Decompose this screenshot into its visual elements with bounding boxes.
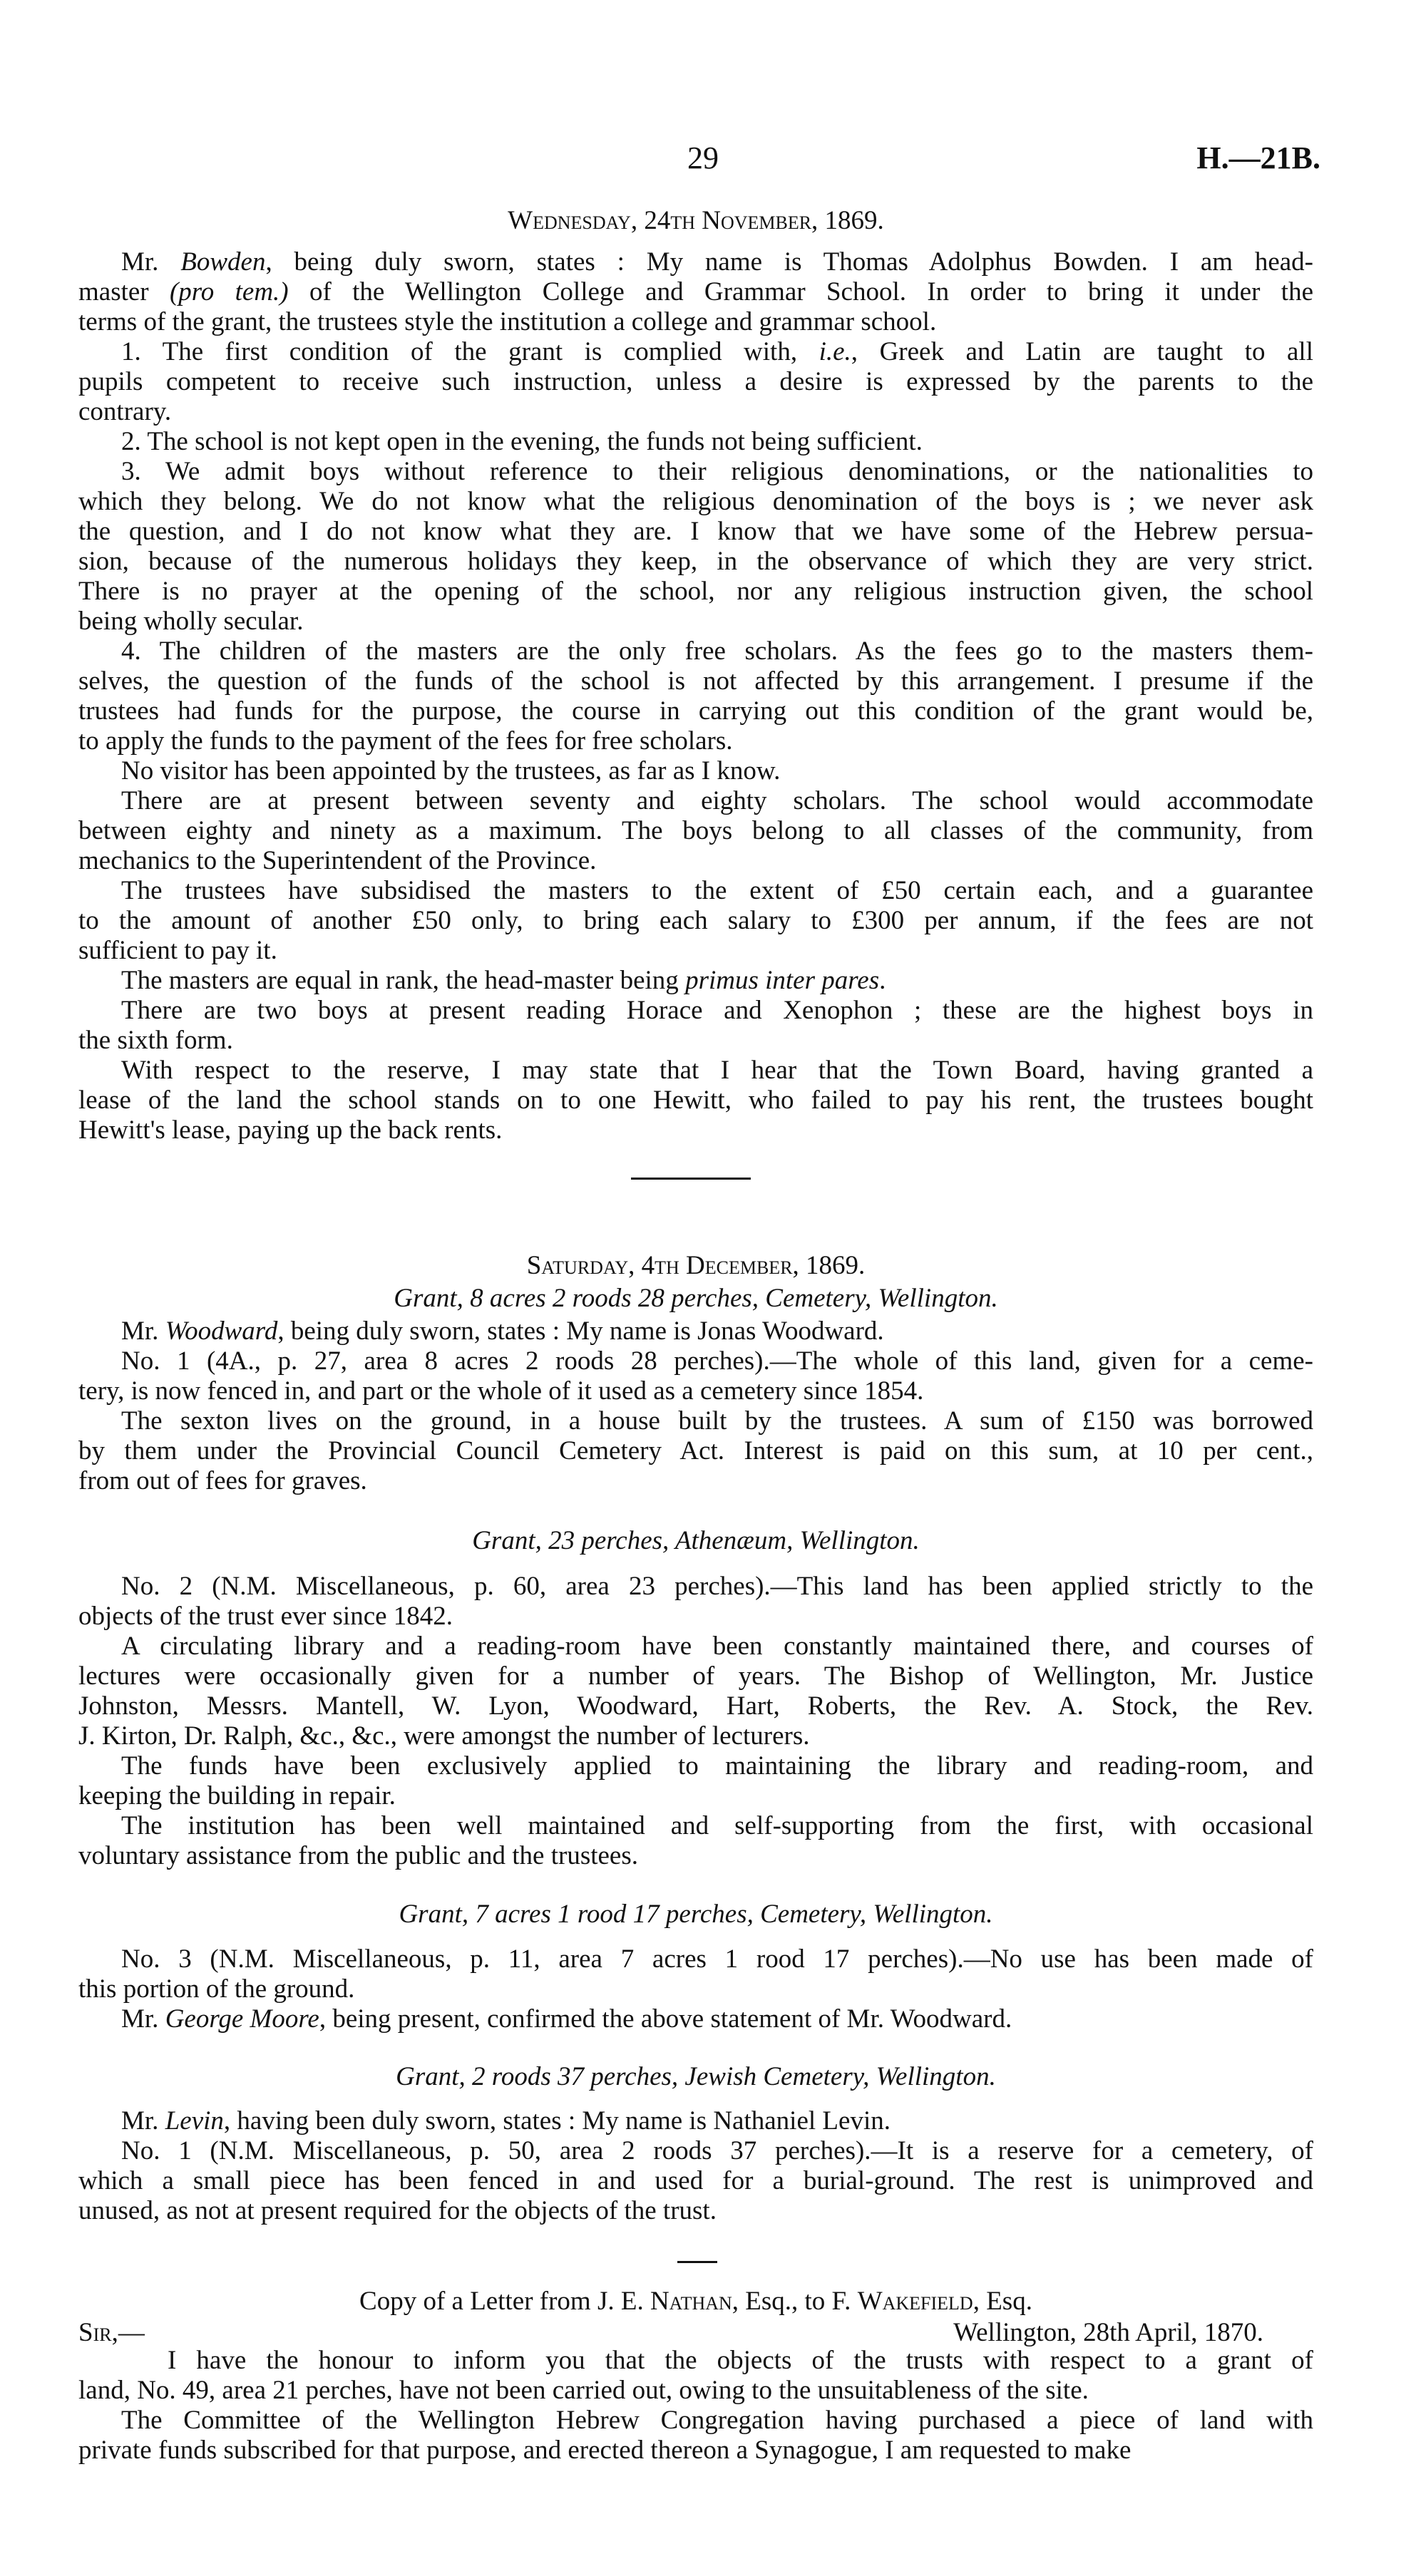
text-line: lease of the land the school stands on to one Hewitt, who failed to pay his rent, the trustees bought bbox=[78, 1086, 1313, 1115]
text-line: The trustees have subsidised the masters to the extent of £50 certain each, and a guarantee bbox=[121, 876, 1313, 905]
paragraph bbox=[78, 756, 1313, 786]
grant-body bbox=[78, 2106, 1313, 2226]
text-line: master (pro tem.) of the Wellington College and Grammar School. In order to bring it under the bbox=[78, 277, 1313, 306]
paragraph bbox=[78, 1317, 1313, 1346]
grant-body bbox=[78, 1944, 1313, 2034]
text-line: the question, and I do not know what they are. I know that we have some of the Hebrew persua- bbox=[78, 517, 1313, 546]
section-divider bbox=[631, 1178, 751, 1180]
letter-heading: Copy of a Letter from J. E. Nathan, Esq., to F. Wakefield, Esq. bbox=[359, 2287, 1032, 2316]
grant-body bbox=[78, 1317, 1313, 1496]
text-line: There are at present between seventy and eighty scholars. The school would accommodate bbox=[121, 786, 1313, 815]
paragraph bbox=[78, 1406, 1313, 1496]
text-line: The sexton lives on the ground, in a house built by the trustees. A sum of £150 was borrowed bbox=[121, 1406, 1313, 1436]
text-line: private funds subscribed for that purpose, and erected thereon a Synagogue, I am requested to make bbox=[78, 2436, 1132, 2465]
paragraph bbox=[78, 2136, 1313, 2226]
small-caps-text: Nathan bbox=[650, 2287, 732, 2316]
text-line: to apply the funds to the payment of the fees for free scholars. bbox=[78, 726, 733, 756]
text-line: selves, the question of the funds of the school is not affected by this arrangement. I presume if the bbox=[78, 666, 1313, 696]
text-line: No. 1 (4A., p. 27, area 8 acres 2 roods 28 perches).—The whole of this land, given for a ceme- bbox=[121, 1346, 1313, 1376]
text-line: Mr. Bowden, being duly sworn, states : My name is Thomas Adolphus Bowden. I am head- bbox=[121, 247, 1313, 277]
paragraph bbox=[78, 457, 1313, 637]
italic-text: Woodward bbox=[165, 1317, 278, 1346]
text-line: pupils competent to receive such instruction, unless a desire is expressed by the parents to the bbox=[78, 367, 1313, 396]
italic-text: George Moore bbox=[165, 2004, 319, 2034]
text-line: Hewitt's lease, paying up the back rents. bbox=[78, 1116, 503, 1145]
text-line: tery, is now fenced in, and part or the whole of it used as a cemetery since 1854. bbox=[78, 1376, 924, 1406]
paragraph bbox=[78, 1944, 1313, 2004]
paragraph bbox=[78, 2346, 1313, 2406]
text-line: which they belong. We do not know what the religious denomination of the boys is ; we never ask bbox=[78, 487, 1313, 516]
text-line: unused, as not at present required for the objects of the trust. bbox=[78, 2196, 717, 2225]
letter-place-date: Wellington, 28th April, 1870. bbox=[953, 2318, 1263, 2347]
text-line: mechanics to the Superintendent of the Province. bbox=[78, 846, 597, 875]
italic-text: (pro tem.) bbox=[169, 277, 289, 306]
text-line: Mr. Levin, having been duly sworn, states : My name is Nathaniel Levin. bbox=[121, 2106, 891, 2135]
small-caps-text: Wakefield bbox=[857, 2287, 973, 2316]
section-heading-saturday: Saturday, 4th December, 1869. bbox=[526, 1251, 866, 1280]
paragraph bbox=[78, 637, 1313, 756]
text-line: contrary. bbox=[78, 397, 172, 426]
text-line: There are two boys at present reading Horace and Xenophon ; these are the highest boys in bbox=[121, 996, 1313, 1025]
text-line: objects of the trust ever since 1842. bbox=[78, 1602, 453, 1631]
italic-text: Levin bbox=[165, 2106, 224, 2135]
text-line: No visitor has been appointed by the trustees, as far as I know. bbox=[121, 756, 781, 785]
text-line: this portion of the ground. bbox=[78, 1974, 355, 2004]
paragraph bbox=[78, 786, 1313, 876]
text-line: by them under the Provincial Council Cemetery Act. Interest is paid on this sum, at 10 per cent., bbox=[78, 1436, 1313, 1465]
text-line: J. Kirton, Dr. Ralph, &c., &c., were amongst the number of lecturers. bbox=[78, 1721, 810, 1751]
text-line: The masters are equal in rank, the head-master being primus inter pares. bbox=[121, 966, 886, 995]
paragraph bbox=[78, 1751, 1313, 1811]
text-line: which a small piece has been fenced in and used for a burial-ground. The rest is unimproved and bbox=[78, 2166, 1313, 2195]
text-line: The Committee of the Wellington Hebrew Congregation having purchased a piece of land with bbox=[121, 2406, 1313, 2435]
text-line: terms of the grant, the trustees style the institution a college and grammar school. bbox=[78, 307, 937, 336]
paragraph bbox=[78, 427, 1313, 457]
text-line: No. 1 (N.M. Miscellaneous, p. 50, area 2 roods 37 perches).—It is a reserve for a cemetery, of bbox=[121, 2136, 1313, 2165]
text-line: There is no prayer at the opening of the school, nor any religious instruction given, the school bbox=[78, 577, 1313, 606]
page-number: 29 bbox=[687, 140, 719, 175]
text-line: I have the honour to inform you that the objects of the trusts with respect to a grant of bbox=[168, 2346, 1313, 2375]
text-line: from out of fees for graves. bbox=[78, 1466, 367, 1495]
text-line: No. 3 (N.M. Miscellaneous, p. 11, area 7 acres 1 rood 17 perches).—No use has been made of bbox=[121, 1944, 1313, 1974]
grant-title: Grant, 8 acres 2 roods 28 perches, Cemetery, Wellington. bbox=[394, 1284, 998, 1313]
paragraph bbox=[78, 1811, 1313, 1871]
paragraph bbox=[78, 996, 1313, 1056]
section-heading-wednesday: Wednesday, 24th November, 1869. bbox=[508, 206, 884, 235]
paragraph bbox=[78, 966, 1313, 996]
text-line: 4. The children of the masters are the only free scholars. As the fees go to the masters them- bbox=[121, 637, 1313, 666]
paragraph bbox=[78, 2106, 1313, 2136]
text-line: sion, because of the numerous holidays they keep, in the observance of which they are very strict. bbox=[78, 547, 1313, 576]
paragraph bbox=[78, 1632, 1313, 1751]
paragraph bbox=[78, 1346, 1313, 1406]
italic-text: i.e. bbox=[819, 337, 851, 366]
grant-title: Grant, 2 roods 37 perches, Jewish Cemetery, Wellington. bbox=[396, 2062, 996, 2091]
text-line: lectures were occasionally given for a number of years. The Bishop of Wellington, Mr. Justice bbox=[78, 1661, 1313, 1691]
paragraph bbox=[78, 2004, 1313, 2034]
grant-title: Grant, 23 perches, Athenæum, Wellington. bbox=[472, 1526, 920, 1555]
paragraph bbox=[78, 337, 1313, 427]
text-line: being wholly secular. bbox=[78, 607, 304, 636]
text-line: The funds have been exclusively applied to maintaining the library and reading-room, and bbox=[121, 1751, 1313, 1781]
letter-body bbox=[78, 2346, 1313, 2466]
paragraph bbox=[78, 247, 1313, 337]
paragraph bbox=[78, 1572, 1313, 1632]
text-line: 2. The school is not kept open in the evening, the funds not being sufficient. bbox=[121, 427, 923, 456]
letter-salutation: Sir,— bbox=[78, 2318, 145, 2347]
text-line: Mr. George Moore, being present, confirmed the above statement of Mr. Woodward. bbox=[121, 2004, 1012, 2034]
paragraph bbox=[78, 876, 1313, 966]
section-body-wednesday bbox=[78, 247, 1313, 1145]
text-line: Johnston, Messrs. Mantell, W. Lyon, Woodward, Hart, Roberts, the Rev. A. Stock, the Rev. bbox=[78, 1691, 1313, 1721]
text-line: sufficient to pay it. bbox=[78, 936, 277, 965]
document-reference: H.—21B. bbox=[1196, 140, 1320, 175]
text-line: keeping the building in repair. bbox=[78, 1781, 396, 1810]
text-line: 3. We admit boys without reference to their religious denominations, or the nationalities to bbox=[121, 457, 1313, 486]
text-line: trustees had funds for the purpose, the course in carrying out this condition of the grant would be, bbox=[78, 696, 1313, 726]
paragraph bbox=[78, 1056, 1313, 1145]
text-line: The institution has been well maintained and self-supporting from the first, with occasional bbox=[121, 1811, 1313, 1840]
text-line: Mr. Woodward, being duly sworn, states : My name is Jonas Woodward. bbox=[121, 1317, 884, 1346]
text-line: between eighty and ninety as a maximum. The boys belong to all classes of the community, from bbox=[78, 816, 1313, 845]
italic-text: Bowden bbox=[180, 247, 266, 277]
text-line: voluntary assistance from the public and the trustees. bbox=[78, 1841, 639, 1870]
text-line: No. 2 (N.M. Miscellaneous, p. 60, area 23 perches).—This land has been applied strictly to the bbox=[121, 1572, 1313, 1601]
grant-body bbox=[78, 1572, 1313, 1871]
text-line: land, No. 49, area 21 perches, have not been carried out, owing to the unsuitableness of the site. bbox=[78, 2376, 1089, 2405]
section-divider bbox=[677, 2261, 717, 2263]
grant-title: Grant, 7 acres 1 rood 17 perches, Cemetery, Wellington. bbox=[399, 1900, 993, 1929]
text-line: With respect to the reserve, I may state that I hear that the Town Board, having granted a bbox=[121, 1056, 1313, 1085]
text-line: the sixth form. bbox=[78, 1026, 233, 1055]
text-line: 1. The first condition of the grant is complied with, i.e., Greek and Latin are taught to all bbox=[121, 337, 1313, 366]
paragraph bbox=[78, 2406, 1313, 2466]
text-line: A circulating library and a reading-room have been constantly maintained there, and courses of bbox=[121, 1632, 1313, 1661]
text-line: to the amount of another £50 only, to bring each salary to £300 per annum, if the fees are not bbox=[78, 906, 1313, 935]
italic-text: primus inter pares bbox=[685, 966, 880, 995]
